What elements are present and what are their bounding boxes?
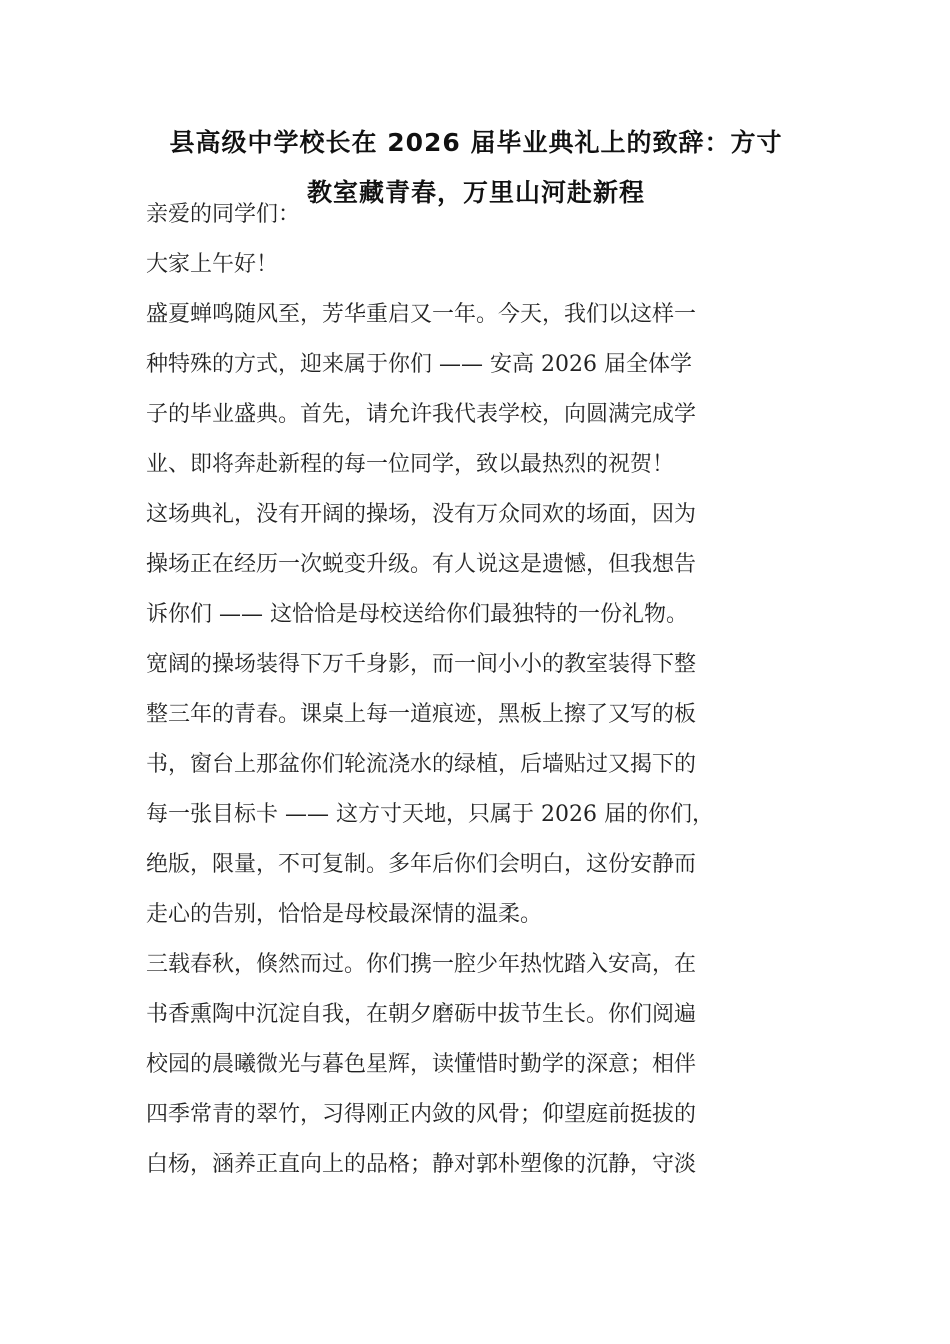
salutation-line: 亲爱的同学们： bbox=[146, 202, 301, 227]
body-line: 种特殊的方式，迎来属于你们 —— 安高 2026 届全体学 bbox=[146, 352, 692, 377]
document-body bbox=[146, 190, 826, 1190]
body-line: 子的毕业盛典。首先，请允许我代表学校，向圆满完成学 bbox=[146, 402, 697, 427]
body-line: 诉你们 —— 这恰恰是母校送给你们最独特的一份礼物。 bbox=[146, 602, 688, 627]
body-line: 盛夏蝉鸣随风至，芳华重启又一年。今天，我们以这样一 bbox=[146, 302, 697, 327]
body-line: 业、即将奔赴新程的每一位同学，致以最热烈的祝贺！ bbox=[146, 452, 675, 477]
body-line: 宽阔的操场装得下万千身影，而一间小小的教室装得下整 bbox=[146, 652, 697, 677]
body-line: 四季常青的翠竹，习得刚正内敛的风骨；仰望庭前挺拔的 bbox=[146, 1102, 697, 1127]
body-line: 书，窗台上那盆你们轮流浇水的绿植，后墙贴过又揭下的 bbox=[146, 752, 697, 777]
body-line: 绝版，限量，不可复制。多年后你们会明白，这份安静而 bbox=[146, 852, 697, 877]
title-line-2: 教室藏青春，万里山河赴新程 bbox=[306, 178, 645, 207]
body-line: 操场正在经历一次蜕变升级。有人说这是遗憾，但我想告 bbox=[146, 552, 697, 577]
body-line: 走心的告别，恰恰是母校最深情的温柔。 bbox=[146, 902, 543, 927]
body-line: 每一张目标卡 —— 这方寸天地，只属于 2026 届的你们， bbox=[146, 802, 714, 827]
body-line: 三载春秋，倏然而过。你们携一腔少年热忱踏入安高，在 bbox=[146, 952, 697, 977]
body-line: 书香熏陶中沉淀自我，在朝夕磨砺中拔节生长。你们阅遍 bbox=[146, 1002, 697, 1027]
body-line: 校园的晨曦微光与暮色星辉，读懂惜时勤学的深意；相伴 bbox=[146, 1052, 697, 1077]
body-line: 这场典礼，没有开阔的操场，没有万众同欢的场面，因为 bbox=[146, 502, 697, 527]
body-line: 白杨，涵养正直向上的品格；静对郭朴塑像的沉静，守淡 bbox=[146, 1152, 697, 1177]
title-line-1: 县高级中学校长在 2026 届毕业典礼上的致辞：方寸 bbox=[169, 128, 783, 157]
greeting-line: 大家上午好！ bbox=[146, 252, 279, 277]
body-line: 整三年的青春。课桌上每一道痕迹，黑板上擦了又写的板 bbox=[146, 702, 697, 727]
